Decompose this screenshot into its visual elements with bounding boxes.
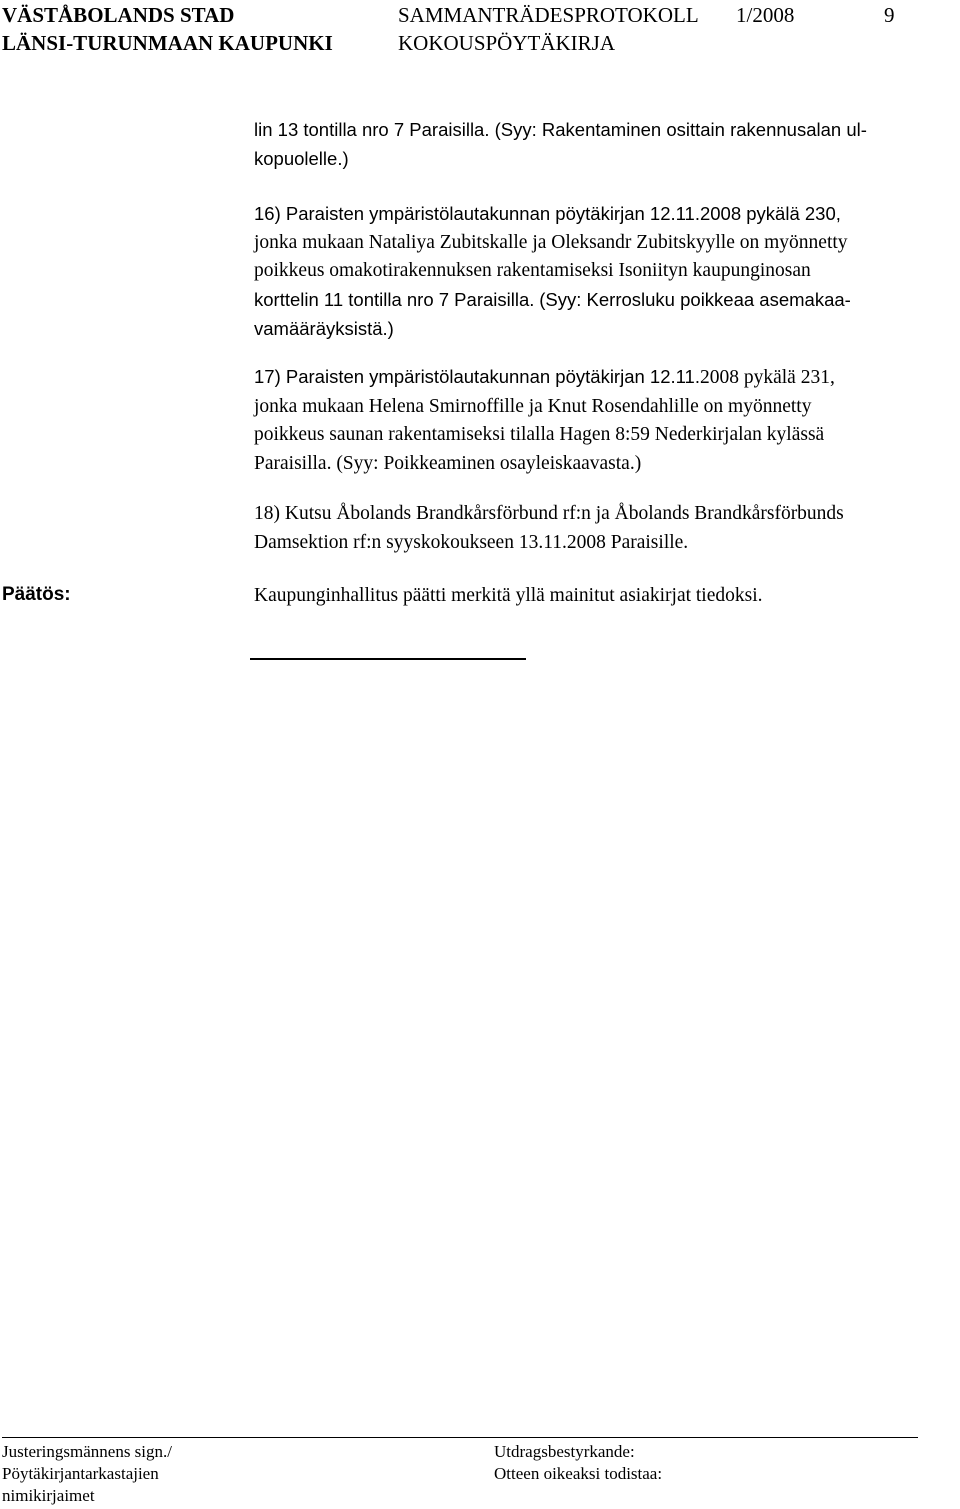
decision-text: Kaupunginhallitus päätti merkitä yllä mainitut asiakirjat tiedoksi.: [254, 585, 763, 606]
text-line: 17) Paraisten ympäristölautakunnan pöytäkirjan 12.11.: [254, 366, 700, 387]
organization-name-swedish: VÄSTÅBOLANDS STAD: [2, 3, 235, 27]
text-line: 18) Kutsu Åbolands Brandkårsförbund rf:n ja Åbolands Brandkårsförbunds: [254, 503, 844, 524]
text-line: 16) Paraisten ympäristölautakunnan pöytäkirjan 12.11.2008 pykälä 230,: [254, 203, 841, 224]
document-type-swedish: SAMMANTRÄDESPROTOKOLL: [398, 3, 699, 27]
text-line: Paraisilla. (Syy: Poikkeaminen osayleiskaavasta.): [254, 452, 642, 474]
signature-label-initials: nimikirjaimet: [2, 1486, 95, 1505]
document-type-finnish: KOKOUSPÖYTÄKIRJA: [398, 31, 616, 55]
paragraph-15-continuation: [254, 116, 954, 173]
extract-certification-finnish: Otteen oikeaksi todistaa:: [494, 1464, 663, 1483]
text-line: (Syy: Kerrosluku poikkeaa asemakaa-: [539, 288, 851, 310]
text-line: jonka mukaan Helena Smirnoffille ja Knut Rosendahlille on myönnetty: [254, 395, 812, 417]
text-line: kopuolelle.): [254, 147, 349, 169]
paragraph-18: [254, 500, 954, 557]
text-line: poikkeus omakotirakennuksen rakentamiseksi Isoniityn kaupunginosan: [254, 260, 811, 281]
text-line: vamääräyksistä.): [254, 318, 394, 339]
text-line: 2008 pykälä 231,: [699, 367, 835, 388]
section-end-rule: [250, 658, 526, 660]
text-line: Damsektion rf:n syyskokoukseen 13.11.2008 Paraisille.: [254, 531, 689, 553]
signature-label-swedish: Justeringsmännens sign./: [2, 1442, 172, 1461]
page-number: 9: [884, 3, 895, 27]
protocol-issue: 1/2008: [736, 3, 795, 27]
text-line: lin 13 tontilla nro 7 Paraisilla. (Syy: Rakentaminen osittain rakennusalan ul-: [254, 119, 867, 140]
extract-certification-swedish: Utdragsbestyrkande:: [494, 1442, 635, 1461]
signature-label-finnish: Pöytäkirjantarkastajien: [2, 1464, 159, 1483]
text-line: korttelin 11 tontilla nro 7 Paraisilla.: [254, 288, 535, 310]
text-line: poikkeus saunan rakentamiseksi tilalla Hagen 8:59 Nederkirjalan kylässä: [254, 424, 825, 445]
footer-divider: [2, 1437, 918, 1438]
text-line: jonka mukaan Nataliya Zubitskalle ja Oleksandr Zubitskyylle on myönnetty: [254, 231, 848, 253]
paragraph-16: [254, 200, 954, 344]
organization-name-finnish: LÄNSI-TURUNMAAN KAUPUNKI: [2, 31, 333, 55]
paragraph-17: [254, 363, 954, 478]
decision-label: Päätös:: [2, 584, 71, 605]
